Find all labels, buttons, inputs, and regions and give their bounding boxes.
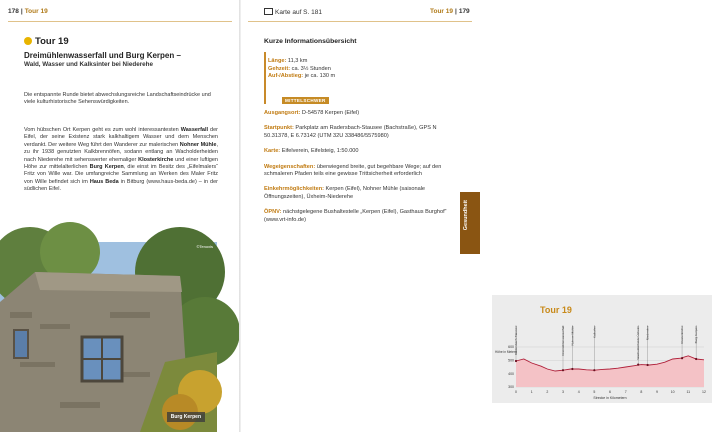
waypoint-marker <box>695 358 697 360</box>
profile-x-tick: 12 <box>702 390 706 394</box>
time-label: Gehzeit: <box>268 65 291 72</box>
profile-x-tick: 1 <box>530 390 533 394</box>
body-text-run: der Eifel, der seine Existenz stark kalkhaltigem Wasser und dem Menschen verdankt. Der weitere Weg führt den Wanderer zur malerischen <box>24 127 218 148</box>
waypoint-label: Dreimühlenwasserfall <box>561 326 565 356</box>
elevation-profile <box>492 295 712 403</box>
waypoint-label: Niederehe <box>645 326 650 341</box>
profile-ylabel: Höhe in Metern <box>495 350 517 354</box>
body-text-run: in Bitburg (www.haus-beda.de) – in der südlichen Eifel. <box>24 178 218 193</box>
fact-label: Startpunkt: <box>264 125 294 132</box>
profile-x-tick: 0 <box>515 390 517 394</box>
body-bold-term: Nohner Mühle <box>179 141 217 148</box>
elevation-chart <box>492 295 712 403</box>
time-row <box>266 66 414 74</box>
right-running-header: Tour 19 | 179 <box>430 8 470 15</box>
waypoint-marker <box>637 364 639 366</box>
left-page <box>0 0 240 432</box>
profile-x-tick: 3 <box>562 390 564 394</box>
left-page-number: 178 <box>8 8 19 15</box>
fact-text: Kerpen (Eifel), Nohner Mühle (saisonale Öffnungszeiten), Üxheim-Niederehe <box>264 186 426 200</box>
facts-list <box>264 110 460 232</box>
castle-illustration <box>0 242 217 432</box>
right-header-section: Tour 19 <box>430 8 453 15</box>
ascent-value: je ca. 130 m <box>304 73 336 79</box>
waypoint-marker <box>681 357 683 359</box>
tour-heading <box>24 36 69 47</box>
length-label: Länge: <box>268 58 287 64</box>
body-text-run: und einer luftigen Höhe zur mittelalterlichen <box>24 156 218 171</box>
right-page-number: 179 <box>458 8 470 15</box>
fact-label: Karte: <box>264 148 281 155</box>
fact-label: Einkehrmöglichkeiten: <box>264 186 324 193</box>
fact-row <box>264 110 460 117</box>
body-text-run: , zu ihr 1938 genutzten Kalkbrennöfen, sodann entlang an Wacholderheiden nach Niederehe mit sehenswerter ehemaliger <box>24 141 218 163</box>
waypoint-marker <box>515 360 517 362</box>
profile-x-tick: 8 <box>640 390 643 394</box>
body-text-run: , die einst im Besitz des „Eifelmalers“ Fritz von Wille war. <box>24 164 219 178</box>
profile-x-tick: 4 <box>577 390 580 394</box>
profile-title: Tour 19 <box>540 305 572 315</box>
overview-box <box>264 52 414 104</box>
profile-y-tick: 300 <box>508 385 514 390</box>
profile-x-tick: 10 <box>670 390 675 394</box>
left-header-section: Tour 19 <box>24 8 48 15</box>
waypoint-label: Klosterkirche <box>680 326 685 344</box>
photo-credit: ©Tenoxis <box>196 244 213 249</box>
waypoint-label: Kalkofen <box>592 326 597 339</box>
body-bold-term: Wasserfall <box>180 127 209 133</box>
fact-row <box>264 209 460 224</box>
photo-caption: Burg Kerpen <box>167 412 205 422</box>
waypoint-marker <box>562 369 564 371</box>
right-header-rule <box>248 21 472 22</box>
profile-y-tick: 500 <box>508 358 514 363</box>
profile-x-tick: 9 <box>656 390 658 394</box>
waypoint-label: Wacholderheide Üxheim <box>636 326 641 360</box>
tour-label: Tour 19 <box>35 36 69 47</box>
fact-row <box>264 148 460 155</box>
left-header-rule <box>8 21 232 22</box>
body-bold-term: Haus Beda <box>89 178 119 185</box>
fact-text: nächstgelegene Bushaltestelle „Kerpen (Eifel), Gasthaus Burghof“ (www.vrt-info.de) <box>264 209 447 223</box>
difficulty-badge: MITTELSCHWER <box>282 97 329 104</box>
fact-label: Wegeigenschaften: <box>264 163 316 170</box>
waypoint-label: Radersbach-Stausee <box>514 326 518 356</box>
body-bold-term: Klosterkirche <box>138 156 174 163</box>
waypoint-marker <box>647 364 649 366</box>
profile-x-tick: 11 <box>686 390 691 394</box>
left-running-header: 178 | Tour 19 <box>8 8 48 15</box>
tour-title: Dreimühlenwasserfall und Burg Kerpen – <box>24 51 181 60</box>
fact-label: Ausgangsort: <box>264 110 301 116</box>
fact-text: D-54578 Kerpen (Eifel) <box>300 110 360 116</box>
map-reference <box>264 8 322 16</box>
map-ref-text: Karte auf S. 181 <box>275 9 322 16</box>
fact-row <box>264 164 460 179</box>
profile-x-tick: 2 <box>546 390 549 394</box>
fact-text: Parkplatz am Radersbach-Stausee (Bachstraße), GPS N 50.31378, E 6.73142 (UTM 32U 338486/5575980) <box>264 125 437 139</box>
body-text-run: Die umfangreiche Sammlung an Werken des Maler Fritz von Wille befindet sich im <box>24 171 218 185</box>
side-tab-label: Gesundheit <box>463 200 469 231</box>
length-row <box>266 58 414 66</box>
waypoint-marker <box>593 369 595 371</box>
difficulty-dot-icon <box>24 37 32 45</box>
fact-row <box>264 186 460 201</box>
ascent-label: Auf-/Abstieg: <box>268 73 304 79</box>
right-page <box>240 0 706 432</box>
body-bold-term: Burg Kerpen <box>89 164 124 171</box>
waypoint-label: Burg Kerpen <box>694 326 699 344</box>
overview-heading: Kurze Informationsübersicht <box>264 38 357 45</box>
body-text <box>24 127 218 194</box>
body-text-run: Vom hübschen Ort Kerpen geht es zum wohl interessantesten <box>24 127 181 133</box>
tour-subtitle: Wald, Wasser und Kalksinter bei Niederehe <box>24 61 154 68</box>
ascent-row <box>266 73 414 81</box>
profile-y-tick: 600 <box>508 345 514 350</box>
intro-text: Die entspannte Runde bietet abwechslungsreiche Landschaftseindrücke und viele kulturhistorische Sehenswürdigkeiten. <box>24 92 211 106</box>
castle-photo <box>0 242 217 432</box>
profile-xlabel: Strecke in Kilometern <box>593 396 627 400</box>
map-icon <box>264 8 273 15</box>
region-side-tab <box>460 192 480 254</box>
time-value: ca. 3½ Stunden <box>291 65 331 72</box>
fact-text: überwiegend breite, gut begehbare Wege; auf den schmaleren Pfaden teils eine gewisse Trittsicherheit erforderlich <box>264 163 442 178</box>
fact-label: ÖPNV: <box>264 209 282 216</box>
profile-x-tick: 5 <box>593 390 596 394</box>
waypoint-label: Nohner Mühle <box>570 326 575 346</box>
fact-row <box>264 125 460 140</box>
fact-text: Eifelverein, Eifelsteig, 1:50.000 <box>280 148 359 155</box>
profile-x-tick: 7 <box>624 390 627 394</box>
length-value: 11,3 km <box>287 58 308 64</box>
profile-x-tick: 6 <box>609 390 611 394</box>
waypoint-marker <box>571 368 573 370</box>
profile-y-tick: 400 <box>508 371 514 376</box>
